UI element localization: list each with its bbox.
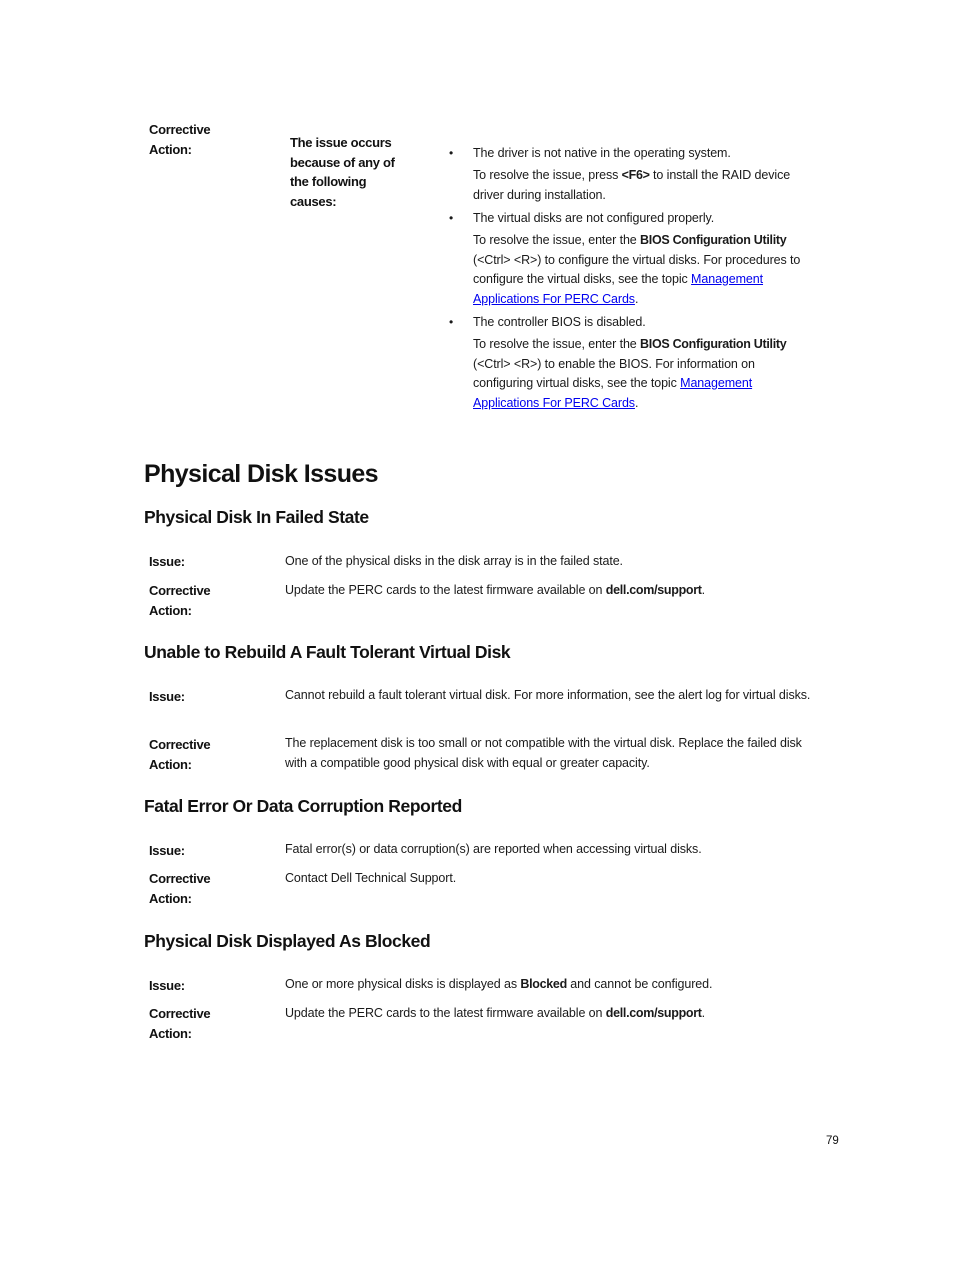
issue-text: Cannot rebuild a fault tolerant virtual disk. For more information, see the alert log for virtual disks.	[285, 688, 811, 702]
resolution-2: To resolve the issue, enter the BIOS Configuration Utility (<Ctrl> <R>) to configure the virtual disks. For procedures to configure the virtual disks, see the topic Management Applications For PERC Cards.	[473, 233, 801, 306]
corrective-label: Corrective Action:	[149, 583, 211, 618]
causes-label: The issue occurs because of any of the following causes:	[290, 135, 395, 209]
issue-label: Issue:	[149, 554, 185, 569]
bullet-3: •	[449, 315, 454, 329]
issue-text: Fatal error(s) or data corruption(s) are reported when accessing virtual disks.	[285, 842, 702, 856]
resolution-1: To resolve the issue, press <F6> to install the RAID device driver during installation.	[473, 168, 791, 202]
cause-1: The driver is not native in the operating system.	[473, 146, 731, 160]
bullet-2: •	[449, 211, 454, 225]
bullet-1: •	[449, 146, 454, 160]
action-text: Update the PERC cards to the latest firmware available on dell.com/support.	[285, 1006, 706, 1020]
issue-label: Issue:	[149, 843, 185, 858]
management-apps-link-2[interactable]: Management Applications For PERC Cards	[473, 376, 753, 410]
page-title: Physical Disk Issues	[144, 460, 378, 488]
section-heading-fatal-error: Fatal Error Or Data Corruption Reported	[144, 796, 462, 816]
issue-text: One of the physical disks in the disk array is in the failed state.	[285, 554, 623, 568]
action-text: The replacement disk is too small or not compatible with the virtual disk. Replace the failed disk with a compatible good physical disk with equal or greater capacity.	[285, 736, 802, 770]
issue-label: Issue:	[149, 689, 185, 704]
management-apps-link-1[interactable]: Management Applications For PERC Cards	[473, 272, 764, 306]
corrective-label: Corrective Action:	[149, 1006, 211, 1041]
corrective-label: Corrective Action:	[149, 737, 211, 772]
section-heading-rebuild: Unable to Rebuild A Fault Tolerant Virtual Disk	[144, 642, 511, 662]
page-number: 79	[826, 1135, 839, 1147]
cause-2: The virtual disks are not configured properly.	[473, 211, 715, 225]
issue-label: Issue:	[149, 978, 185, 993]
f6-key: <F6>	[621, 168, 650, 182]
section-heading-blocked: Physical Disk Displayed As Blocked	[144, 931, 431, 951]
cause-3: The controller BIOS is disabled.	[473, 315, 646, 329]
corrective-action-label: Corrective Action:	[149, 122, 211, 157]
action-text: Contact Dell Technical Support.	[285, 871, 457, 885]
resolution-3: To resolve the issue, enter the BIOS Configuration Utility (<Ctrl> <R>) to enable the BIOS. For information on configuring virtual disks, see the topic Management Applications For PERC Cards.	[473, 337, 787, 410]
section-heading-failed-state: Physical Disk In Failed State	[144, 507, 369, 527]
corrective-label: Corrective Action:	[149, 871, 211, 906]
action-text: Update the PERC cards to the latest firmware available on dell.com/support.	[285, 583, 706, 597]
issue-text: One or more physical disks is displayed as Blocked and cannot be configured.	[285, 977, 713, 991]
